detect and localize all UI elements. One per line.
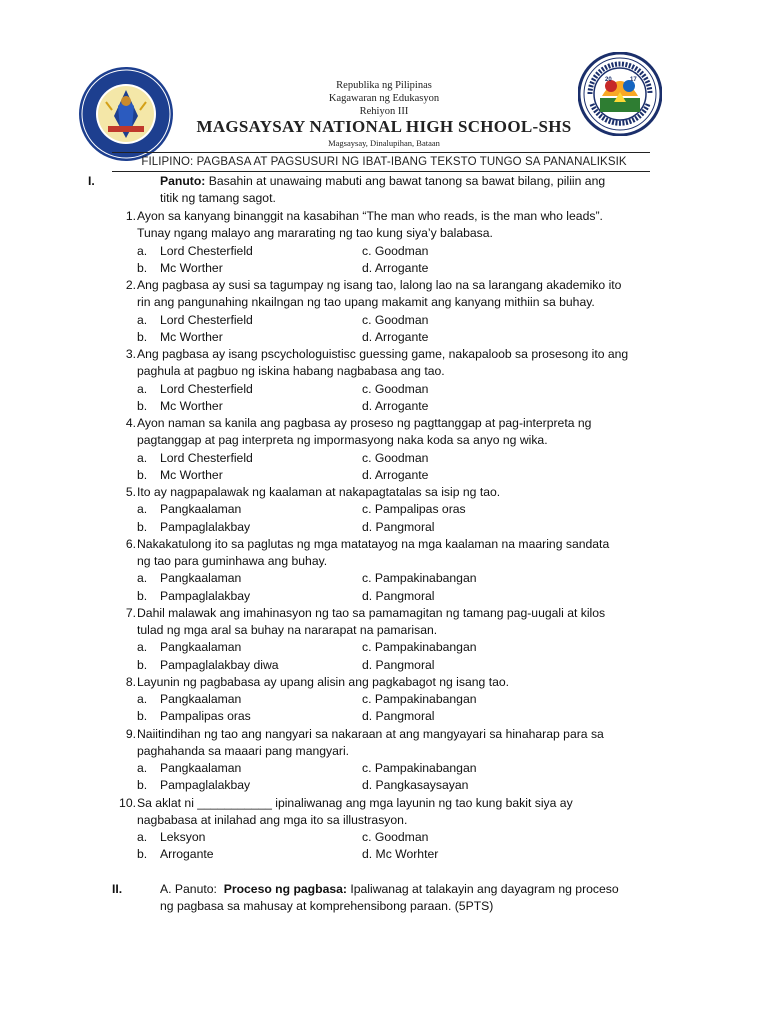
option-b-letter: b. (137, 709, 148, 724)
option-a: Lord Chesterfield (160, 381, 253, 396)
option-a-letter: a. (137, 450, 148, 465)
question-text: Ang pagbasa ay susi sa tagumpay ng isang tao, lalong lao na sa larangang akademiko ito (137, 278, 622, 292)
part2-roman: II. (112, 882, 123, 896)
option-b: Mc Worther (160, 260, 223, 275)
option-b-letter: b. (137, 329, 148, 344)
option-b: Mc Worther (160, 329, 223, 344)
svg-text:20: 20 (605, 77, 612, 83)
option-d: d. Pangmoral (362, 657, 435, 672)
option-c: c. Pampakinabangan (362, 640, 477, 655)
option-b: Mc Worther (160, 398, 223, 413)
question-text: ng tao para guminhawa ang buhay. (137, 554, 328, 568)
option-b: Pampaglalakbay diwa (160, 657, 279, 672)
header-divider-top (112, 152, 650, 153)
option-a: Pangkaalaman (160, 571, 242, 586)
part2-text-line1: Ipaliwanag at talakayin ang dayagram ng proceso (350, 882, 619, 896)
option-b-letter: b. (137, 519, 148, 534)
question-text: pagtanggap at pag interpreta ng impormasyong naka koda sa anyo ng wika. (137, 433, 548, 448)
option-d: d. Arrogante (362, 467, 429, 482)
option-b: Mc Worther (160, 467, 223, 482)
option-d: d. Pangmoral (362, 709, 435, 724)
option-d: d. Arrogante (362, 260, 429, 275)
part2-text-line2: ng pagbasa sa mahusay at komprehensibong paraan. (5PTS) (160, 899, 494, 913)
question-text: Layunin ng pagbabasa ay upang alisin ang pagkabagot ng isang tao. (137, 674, 510, 689)
option-c: c. Goodman (362, 312, 429, 327)
option-c: c. Pampalipas oras (362, 502, 466, 517)
svg-text:17: 17 (630, 77, 637, 83)
option-b-letter: b. (137, 467, 148, 482)
option-b: Pampaglalakbay (160, 588, 251, 603)
option-b: Pampaglalakbay (160, 519, 251, 534)
option-a-letter: a. (137, 640, 148, 655)
option-c: c. Goodman (362, 450, 429, 465)
option-a-letter: a. (137, 571, 148, 586)
header-divider-bottom (112, 171, 650, 172)
part1-text-line1: Basahin at unawaing mabuti ang bawat tanong sa bawat bilang, piliin ang (208, 174, 606, 188)
option-a: Leksyon (160, 830, 206, 844)
option-b: Pampalipas oras (160, 709, 251, 724)
question-number: 2. (125, 278, 136, 292)
school-name: MAGSAYSAY NATIONAL HIGH SCHOOL-SHS (196, 117, 572, 136)
option-a-letter: a. (137, 243, 148, 258)
question-text: Tunay ngang malayo ang mararating ng tao kung siya’y balabasa. (137, 226, 493, 241)
option-a-letter: a. (137, 761, 148, 775)
option-a: Lord Chesterfield (160, 312, 253, 327)
part1-label: Panuto: (160, 174, 206, 188)
option-c: c. Goodman (362, 381, 429, 396)
option-b-letter: b. (137, 847, 148, 862)
question-text: Sa aklat ni ___________ ipinaliwanag ang mga layunin ng tao kung bakit siya ay (137, 795, 573, 810)
option-a: Pangkaalaman (160, 640, 242, 655)
subject-title: FILIPINO: PAGBASA AT PAGSUSURI NG IBAT-IBANG TEKSTO TUNGO SA PANANALIKSIK (141, 156, 627, 168)
option-d: d. Arrogante (362, 329, 429, 344)
question-text: tulad ng mga aral sa buhay na nararapat na pamarisan. (137, 623, 438, 637)
question-text: Ayon sa kanyang binanggit na kasabihan “The man who reads, is the man who leads”. (137, 209, 603, 223)
question-text: Dahil malawak ang imahinasyon ng tao sa pamamagitan ng tamang pag-uugali at kilos (137, 605, 606, 620)
question-text: Ang pagbasa ay isang pscychologuistisc guessing game, nakapaloob sa prosesong ito ang (137, 347, 629, 361)
school-address: Magsaysay, Dinalupihan, Bataan (328, 138, 440, 148)
option-b-letter: b. (137, 778, 148, 793)
option-a: Lord Chesterfield (160, 450, 253, 465)
question-number: 9. (125, 726, 136, 741)
option-a-letter: a. (137, 381, 148, 396)
header-region: Rehiyon III (359, 106, 409, 117)
option-a: Pangkaalaman (160, 692, 242, 706)
option-c: c. Goodman (362, 243, 429, 258)
option-c: c. Pampakinabangan (362, 761, 477, 775)
question-number: 8. (125, 674, 136, 689)
part1-roman: I. (88, 174, 95, 188)
part2-label: Proceso ng pagbasa: (223, 882, 347, 896)
option-b-letter: b. (137, 260, 148, 275)
option-a: Lord Chesterfield (160, 243, 253, 258)
option-b-letter: b. (137, 657, 148, 672)
question-number: 7. (125, 605, 136, 620)
option-d: d. Pangmoral (362, 588, 435, 603)
option-c: c. Goodman (362, 830, 429, 844)
question-number: 1. (125, 209, 136, 223)
question-number: 3. (125, 347, 136, 361)
question-text: Nakakatulong ito sa paglutas ng mga matatayog na mga kaalaman na maaring sandata (137, 536, 610, 551)
question-number: 6. (125, 536, 136, 551)
question-text: rin ang pangunahing nkailngan ng tao upang makamit ang kanyang mithiin sa buhay. (137, 295, 595, 310)
option-c: c. Pampakinabangan (362, 571, 477, 586)
option-c: c. Pampakinabangan (362, 692, 477, 706)
option-b: Pampaglalakbay (160, 778, 251, 793)
option-d: d. Arrogante (362, 398, 429, 413)
question-text: nagbabasa at inilahad ang mga ito sa illustrasyon. (137, 812, 408, 827)
option-a-letter: a. (137, 692, 148, 706)
option-a: Pangkaalaman (160, 502, 242, 517)
question-number: 4. (125, 416, 136, 430)
part2-prefix: A. Panuto: (160, 882, 217, 896)
question-text: Naiitindihan ng tao ang nangyari sa nakaraan at ang mangyayari sa hinaharap para sa (137, 726, 604, 741)
option-a: Pangkaalaman (160, 761, 242, 775)
option-b-letter: b. (137, 398, 148, 413)
header-department: Kagawaran ng Edukasyon (328, 93, 440, 104)
option-b: Arrogante (160, 847, 214, 862)
part1-text-line2: titik ng tamang sagot. (160, 191, 276, 205)
question-text: Ayon naman sa kanila ang pagbasa ay proseso ng pagttanggap at pag-interpreta ng (137, 416, 592, 430)
header-country: Republika ng Pilipinas (336, 80, 432, 91)
question-text: Ito ay nagpapalawak ng kaalaman at nakapagtatalas sa isip ng tao. (137, 485, 501, 499)
option-a-letter: a. (137, 312, 148, 327)
part1-instructions (160, 173, 605, 190)
question-text: paghahanda sa maaari pang mangyari. (137, 743, 350, 758)
option-d: d. Pangkasaysayan (362, 778, 469, 793)
option-d: d. Mc Worhter (362, 847, 439, 862)
question-number: 10. (119, 795, 136, 810)
option-a-letter: a. (137, 502, 148, 517)
option-a-letter: a. (137, 830, 148, 844)
question-number: 5. (125, 485, 136, 499)
part2-instructions (160, 881, 619, 898)
option-b-letter: b. (137, 588, 148, 603)
option-d: d. Pangmoral (362, 519, 435, 534)
question-text: paghula at pagbuo ng iskina habang nagbabasa ang tao. (137, 364, 445, 379)
